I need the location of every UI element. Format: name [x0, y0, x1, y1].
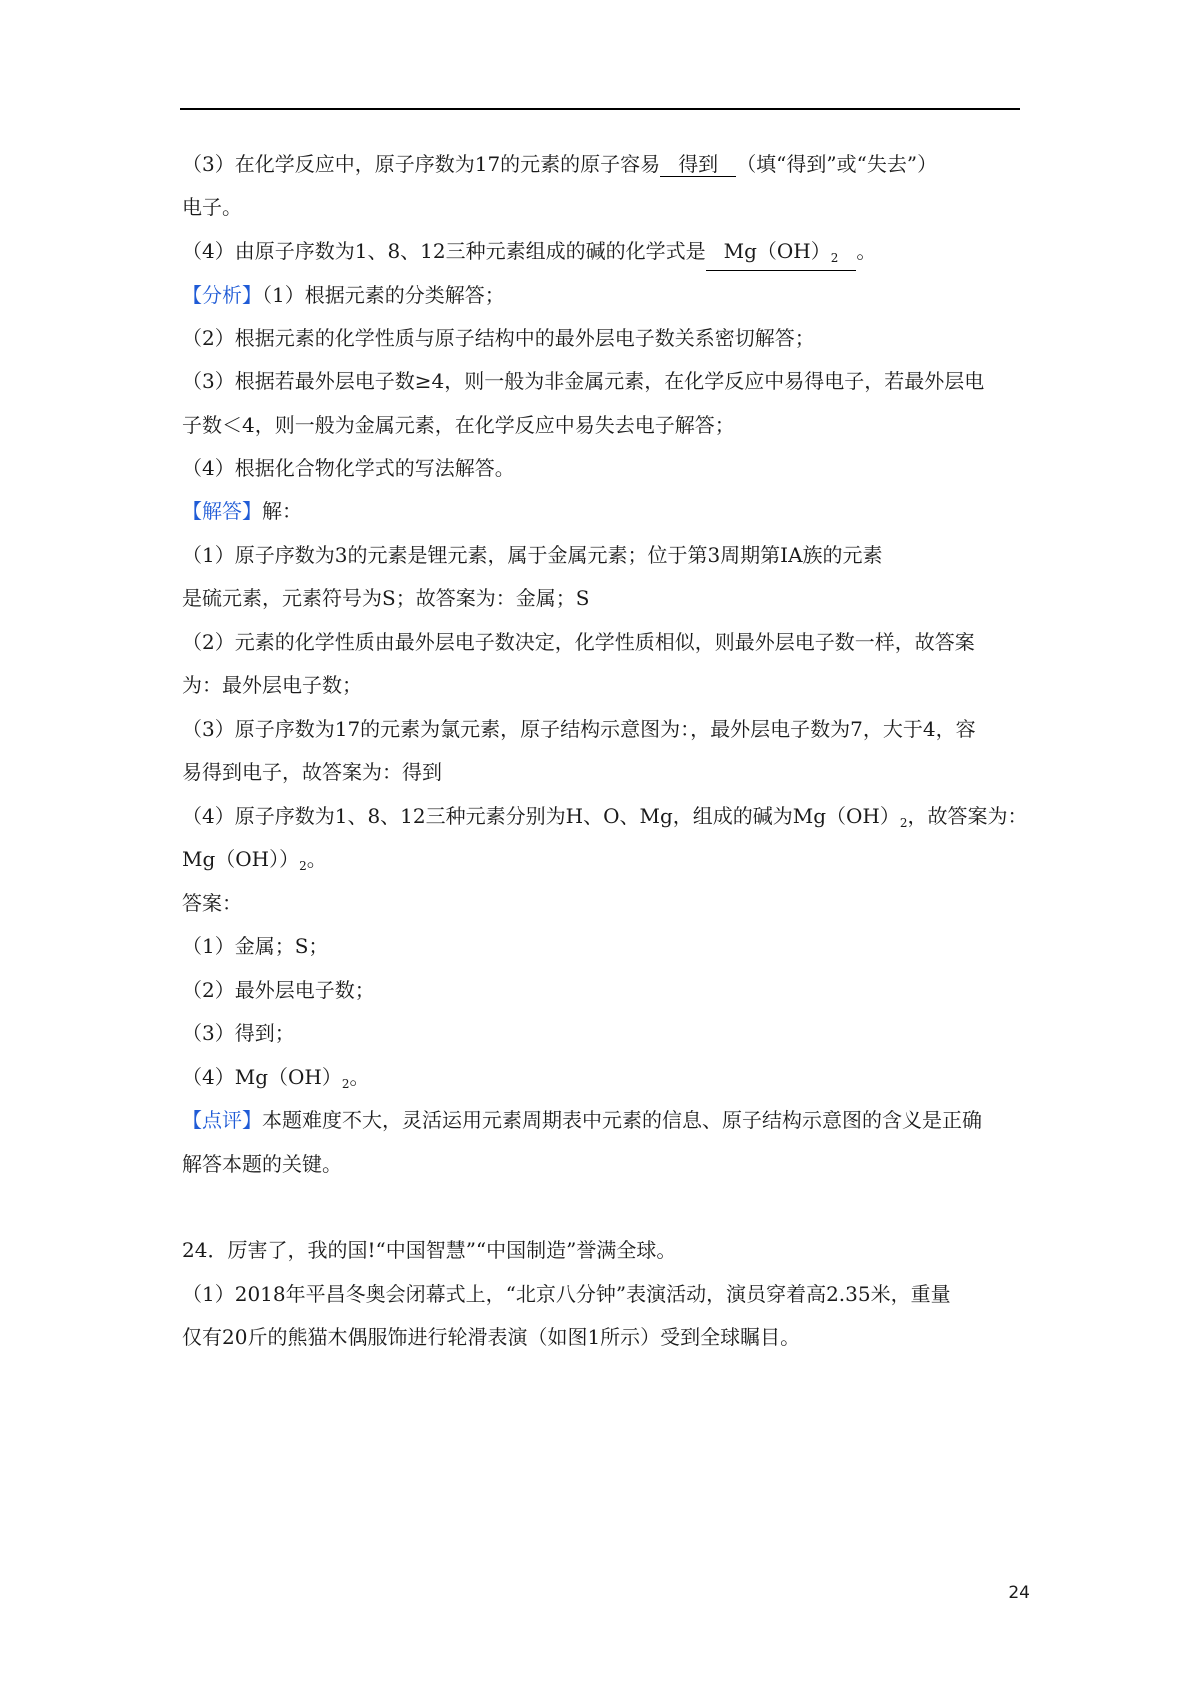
answer-3: （3）得到； — [182, 1021, 295, 1045]
comment-line-2: 解答本题的关键。 — [182, 1152, 342, 1176]
q3-answer-blank: 得到 — [660, 152, 736, 177]
solution-1b: 是硫元素，元素符号为S；故答案为：金属；S — [182, 586, 590, 610]
solution-4b: $Mg(OH))_2$。 — [182, 847, 327, 873]
solution-1a: （1）原子序数为3的元素是锂元素，属于金属元素；位于第3周期第IA族的元素 — [182, 543, 883, 567]
comment-tag: 【点评】 — [182, 1108, 262, 1132]
page-number: 24 — [1008, 1583, 1030, 1603]
solution-3b: 易得到电子，故答案为：得到 — [182, 760, 442, 784]
solution-4a: （4）原子序数为1、8、12三种元素分别为H、O、Mg，组成的碱为$Mg(OH)_2$，故答案为： — [182, 804, 1028, 830]
answer-title: 答案： — [182, 891, 242, 915]
question-24-title: 24．厉害了，我的国!“中国智慧”“中国制造”誉满全球。 — [182, 1238, 677, 1262]
analysis-line-3: （3）根据若最外层电子数≥4，则一般为非金属元素，在化学反应中易得电子，若最外层电 — [182, 369, 985, 393]
analysis-line-4: 子数＜4，则一般为金属元素，在化学反应中易失去电子解答； — [182, 413, 735, 437]
question-24-part-1b: 仅有20斤的熊猫木偶服饰进行轮滑表演（如图1所示）受到全球瞩目。 — [182, 1325, 801, 1349]
q3-text: （3）在化学反应中，原子序数为17的元素的原子容易 — [182, 152, 661, 176]
analysis-line-2: （2）根据元素的化学性质与原子结构中的最外层电子数关系密切解答； — [182, 326, 815, 350]
solution-tag: 【解答】 — [182, 499, 262, 523]
solution-2a: （2）元素的化学性质由最外层电子数决定，化学性质相似，则最外层电子数一样，故答案 — [182, 630, 975, 654]
analysis-line-5: （4）根据化合物化学式的写法解答。 — [182, 456, 515, 480]
analysis-tag: 【分析】 — [182, 283, 262, 307]
solution-line-1: 【解答】解： — [182, 499, 302, 523]
q4-text: （4）由原子序数为1、8、12三种元素组成的碱的化学式是 — [182, 239, 706, 263]
header-rule — [180, 108, 1020, 110]
answer-4: $(4)Mg(OH)_2$。 — [182, 1065, 370, 1091]
q3-line-1 — [182, 150, 937, 178]
question-24-part-1a: （1）2018年平昌冬奥会闭幕式上，“北京八分钟”表演活动，演员穿着高2.35米，重量 — [182, 1282, 951, 1306]
solution-2b: 为：最外层电子数； — [182, 673, 362, 697]
q3-hint: （填“得到”或“失去”） — [736, 152, 938, 176]
q3-line-2: 电子。 — [182, 195, 242, 219]
q4-line: （4）由原子序数为1、8、12三种元素组成的碱的化学式是 $Mg(OH)_2$ 。 — [182, 237, 876, 271]
q4-answer-blank: $Mg(OH)_2$ — [706, 239, 857, 271]
comment-line-1: 【点评】本题难度不大，灵活运用元素周期表中元素的信息、原子结构示意图的含义是正确 — [182, 1108, 982, 1132]
answer-2: （2）最外层电子数； — [182, 978, 375, 1002]
answer-1: （1）金属；S； — [182, 934, 329, 958]
analysis-line-1: 【分析】（1）根据元素的分类解答； — [182, 283, 505, 307]
solution-3a: （3）原子序数为17的元素为氯元素，原子结构示意图为：，最外层电子数为7，大于4，容 — [182, 717, 976, 741]
